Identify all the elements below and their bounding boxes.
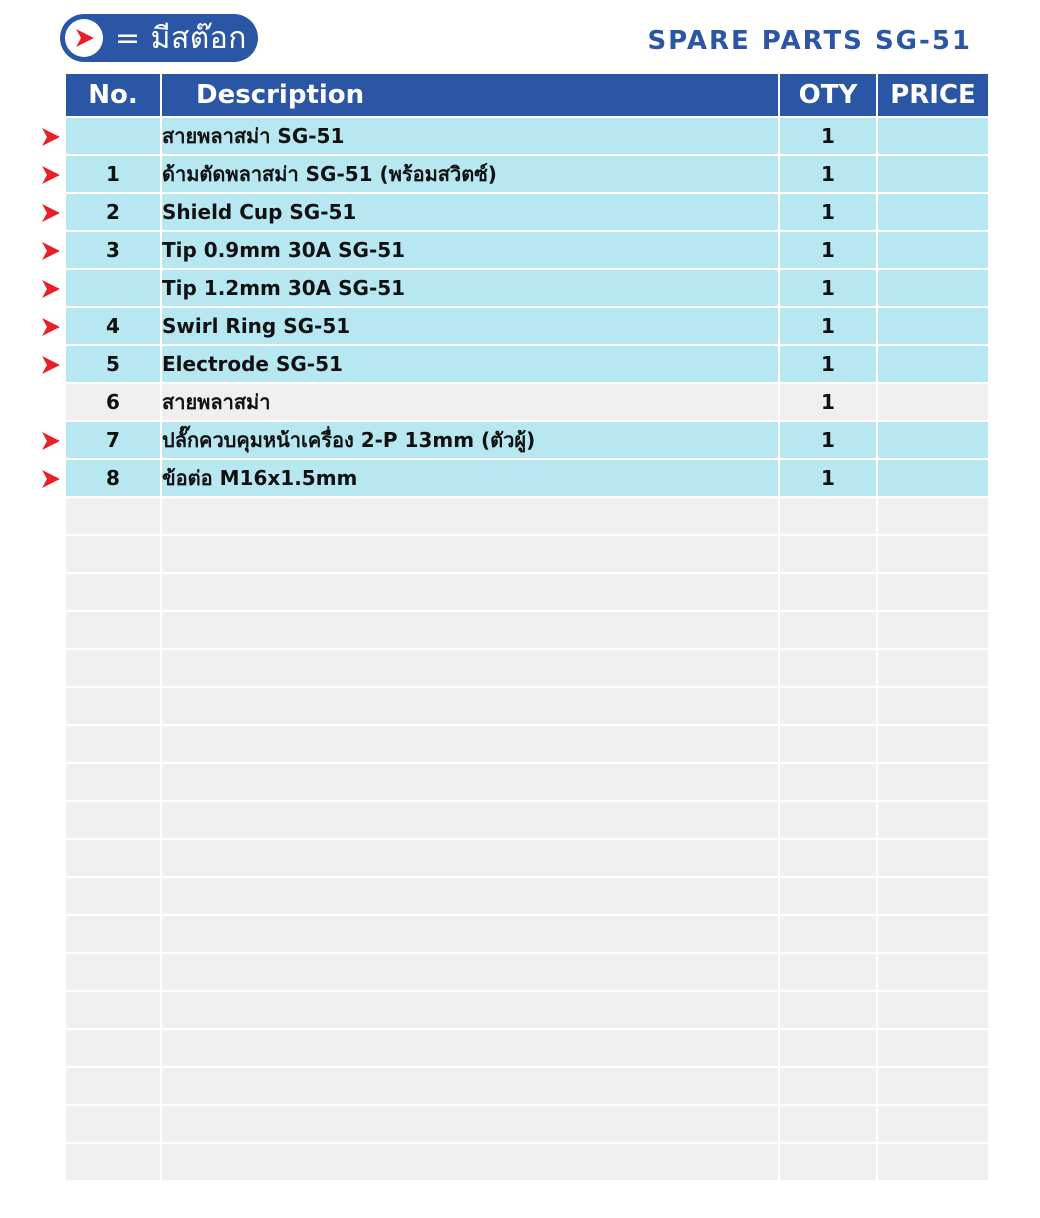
header-description: Description: [162, 74, 778, 116]
cell-description: Swirl Ring SG-51: [162, 308, 778, 344]
empty-table-row: [66, 1030, 988, 1066]
empty-cell: [162, 878, 778, 914]
empty-cell: [780, 764, 876, 800]
red-arrow-icon: [40, 164, 62, 186]
cell-description: ปลั๊กควบคุมหน้าเครื่อง 2-P 13mm (ตัวผู้): [162, 422, 778, 458]
cell-no: [66, 118, 160, 154]
cell-description: สายพลาสม่า SG-51: [162, 118, 778, 154]
table-header-row: [66, 74, 988, 116]
empty-cell: [878, 536, 988, 572]
empty-cell: [66, 992, 160, 1028]
cell-qty: 1: [780, 118, 876, 154]
empty-table-row: [66, 878, 988, 914]
red-arrow-icon: [40, 354, 62, 376]
empty-cell: [66, 612, 160, 648]
empty-cell: [780, 802, 876, 838]
stock-legend: [60, 14, 258, 62]
empty-cell: [66, 536, 160, 572]
empty-cell: [878, 840, 988, 876]
empty-cell: [780, 688, 876, 724]
cell-qty: 1: [780, 270, 876, 306]
header-price: PRICE: [878, 74, 988, 116]
cell-qty: 1: [780, 460, 876, 496]
empty-cell: [66, 726, 160, 762]
cell-qty: 1: [780, 422, 876, 458]
table-row: [66, 460, 988, 496]
cell-description: ข้อต่อ M16x1.5mm: [162, 460, 778, 496]
table-row: [66, 194, 988, 230]
empty-cell: [878, 764, 988, 800]
empty-cell: [878, 802, 988, 838]
empty-cell: [162, 726, 778, 762]
empty-cell: [780, 726, 876, 762]
red-arrow-icon: [40, 126, 62, 148]
cell-qty: 1: [780, 156, 876, 192]
cell-description: ด้ามตัดพลาสม่า SG-51 (พร้อมสวิตซ์): [162, 156, 778, 192]
cell-description: Shield Cup SG-51: [162, 194, 778, 230]
empty-cell: [878, 726, 988, 762]
cell-no: 3: [66, 232, 160, 268]
empty-cell: [780, 992, 876, 1028]
empty-cell: [780, 916, 876, 952]
empty-cell: [162, 612, 778, 648]
table-row: [66, 346, 988, 382]
empty-cell: [878, 1030, 988, 1066]
cell-description: Tip 1.2mm 30A SG-51: [162, 270, 778, 306]
empty-cell: [162, 536, 778, 572]
table-row: [66, 422, 988, 458]
empty-cell: [66, 954, 160, 990]
red-arrow-icon: [40, 430, 62, 452]
cell-price: [878, 460, 988, 496]
empty-table-row: [66, 498, 988, 534]
red-arrow-icon: [40, 202, 62, 224]
empty-table-row: [66, 954, 988, 990]
empty-cell: [780, 1144, 876, 1180]
empty-cell: [162, 1030, 778, 1066]
empty-cell: [66, 802, 160, 838]
table-row: [66, 156, 988, 192]
empty-cell: [878, 992, 988, 1028]
red-arrow-icon: [65, 19, 103, 57]
empty-cell: [162, 840, 778, 876]
empty-cell: [162, 1106, 778, 1142]
empty-cell: [780, 612, 876, 648]
empty-table-row: [66, 688, 988, 724]
empty-table-row: [66, 764, 988, 800]
empty-cell: [66, 1068, 160, 1104]
empty-cell: [780, 954, 876, 990]
header-qty: OTY: [780, 74, 876, 116]
table-row: [66, 118, 988, 154]
cell-price: [878, 232, 988, 268]
cell-no: 6: [66, 384, 160, 420]
empty-cell: [66, 498, 160, 534]
cell-price: [878, 346, 988, 382]
cell-no: 4: [66, 308, 160, 344]
empty-cell: [162, 954, 778, 990]
table-row: [66, 270, 988, 306]
cell-price: [878, 384, 988, 420]
empty-cell: [66, 764, 160, 800]
empty-cell: [780, 1068, 876, 1104]
empty-cell: [66, 688, 160, 724]
cell-description: Electrode SG-51: [162, 346, 778, 382]
table-row: [66, 384, 988, 420]
cell-price: [878, 156, 988, 192]
empty-cell: [878, 650, 988, 686]
empty-cell: [780, 650, 876, 686]
empty-cell: [878, 612, 988, 648]
empty-cell: [878, 1068, 988, 1104]
empty-table-row: [66, 612, 988, 648]
empty-cell: [162, 764, 778, 800]
cell-description: Tip 0.9mm 30A SG-51: [162, 232, 778, 268]
empty-table-row: [66, 1106, 988, 1142]
header-no: No.: [66, 74, 160, 116]
empty-cell: [162, 650, 778, 686]
empty-cell: [878, 1144, 988, 1180]
cell-no: 5: [66, 346, 160, 382]
empty-table-row: [66, 536, 988, 572]
empty-cell: [878, 688, 988, 724]
empty-cell: [878, 498, 988, 534]
empty-table-row: [66, 916, 988, 952]
cell-price: [878, 308, 988, 344]
red-arrow-icon: [40, 316, 62, 338]
empty-cell: [780, 498, 876, 534]
empty-table-row: [66, 1068, 988, 1104]
empty-table-row: [66, 574, 988, 610]
empty-cell: [780, 1030, 876, 1066]
empty-cell: [780, 574, 876, 610]
empty-cell: [162, 992, 778, 1028]
cell-qty: 1: [780, 384, 876, 420]
cell-description: สายพลาสม่า: [162, 384, 778, 420]
cell-no: 7: [66, 422, 160, 458]
cell-no: 1: [66, 156, 160, 192]
empty-cell: [66, 1144, 160, 1180]
empty-cell: [878, 916, 988, 952]
empty-cell: [162, 916, 778, 952]
red-arrow-icon: [40, 240, 62, 262]
empty-cell: [780, 1106, 876, 1142]
cell-qty: 1: [780, 232, 876, 268]
empty-cell: [780, 840, 876, 876]
red-arrow-icon: [40, 278, 62, 300]
empty-cell: [66, 916, 160, 952]
empty-cell: [66, 1106, 160, 1142]
empty-table-row: [66, 840, 988, 876]
cell-no: [66, 270, 160, 306]
empty-cell: [162, 688, 778, 724]
empty-cell: [162, 1144, 778, 1180]
empty-table-row: [66, 992, 988, 1028]
empty-table-row: [66, 1144, 988, 1180]
cell-price: [878, 118, 988, 154]
empty-cell: [162, 1068, 778, 1104]
table-body: [66, 118, 988, 1180]
empty-cell: [780, 536, 876, 572]
red-arrow-icon: [40, 468, 62, 490]
table-row: [66, 308, 988, 344]
empty-cell: [878, 574, 988, 610]
cell-no: 8: [66, 460, 160, 496]
cell-no: 2: [66, 194, 160, 230]
cell-price: [878, 270, 988, 306]
empty-cell: [66, 878, 160, 914]
empty-cell: [162, 574, 778, 610]
spare-parts-table: [64, 72, 990, 1182]
cell-price: [878, 422, 988, 458]
empty-cell: [878, 878, 988, 914]
empty-cell: [878, 1106, 988, 1142]
table-row: [66, 232, 988, 268]
empty-cell: [162, 498, 778, 534]
page-title: SPARE PARTS SG-51: [647, 26, 972, 56]
cell-qty: 1: [780, 346, 876, 382]
empty-cell: [780, 878, 876, 914]
empty-table-row: [66, 802, 988, 838]
cell-qty: 1: [780, 308, 876, 344]
cell-qty: 1: [780, 194, 876, 230]
empty-cell: [66, 840, 160, 876]
empty-table-row: [66, 650, 988, 686]
empty-cell: [162, 802, 778, 838]
empty-table-row: [66, 726, 988, 762]
cell-price: [878, 194, 988, 230]
empty-cell: [878, 954, 988, 990]
empty-cell: [66, 650, 160, 686]
legend-label: = มีสต๊อก: [115, 20, 247, 56]
empty-cell: [66, 1030, 160, 1066]
empty-cell: [66, 574, 160, 610]
